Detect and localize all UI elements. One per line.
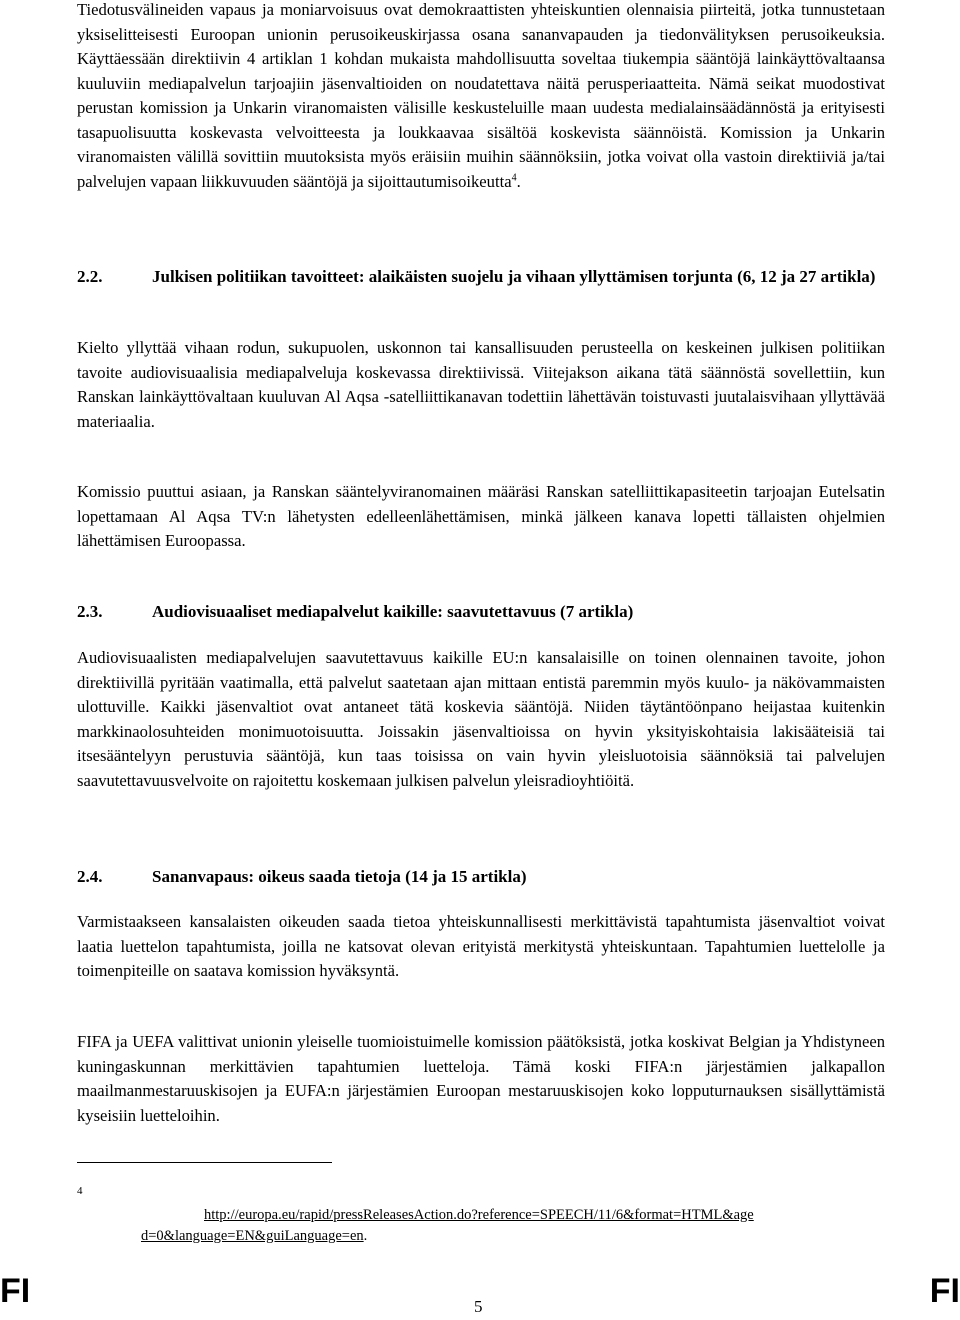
intro-text: Tiedotusvälineiden vapaus ja moniarvoisuus ovat demokraattisten yhteiskuntien olennaisia piirteitä, jotka tunnustetaan yksiselitteisesti Euroopan unionin perusoikeuskirjassa osana sananvapauden ja tiedonvälityksen perusoikeuksia. Käyttäessään direktiivin 4 artiklan 1 kohdan mukaista mahdollisuutta soveltaa tiukempia sääntöjä lainkäyttövaltaansa kuuluviin mediapalvelun tarjoajiin jäsenvaltioiden on noudatettava näitä perusperiaatteita. Nämä seikat muodostivat perustan komission ja Unkarin viranomaisten välisille keskusteluille maan uudesta medialainsäädännöstä ja erityisesti tasapuolisuutta koskevasta velvoitteesta ja loukkaavaa sisältöä koskevista säännöistä. Komission ja Unkarin viranomaisten välillä sovittiin muutoksista myös eräisiin muihin säännöksiin, jotka voivat olla vastoin direktiiviä ja/tai palvelujen vapaan liikkuvuuden sääntöjä ja sijoittautumisoikeutta bbox=[77, 0, 885, 191]
section-2-2-title: Julkisen politiikan tavoitteet: alaikäisten suojelu ja vihaan yllyttämisen torjunta (6, 12 ja 27 artikla) bbox=[152, 267, 876, 286]
footer-language-right: FI bbox=[929, 1272, 960, 1310]
intro-text-end: . bbox=[516, 171, 521, 191]
section-2-4-number: 2.4. bbox=[77, 867, 103, 886]
section-2-2-paragraph-1: Kielto yllyttää vihaan rodun, sukupuolen, uskonnon tai kansallisuuden perusteella on keskeinen julkisen politiikan tavoite audiovisuaalisia mediapalveluja koskevassa direktiivissä. Viitejakson aikana tätä säännöstä sovellettiin, kun Ranskan lainkäyttövaltaan kuuluvan Al Aqsa -satelliittikanavan todettiin lähettävän toistuvasti juutalaisvihaan yllyttävää materiaalia. bbox=[77, 338, 885, 431]
footnote-link-line-2[interactable]: d=0&language=EN&guiLanguage=en bbox=[141, 1228, 364, 1244]
section-2-3-title: Audiovisuaaliset mediapalvelut kaikille: saavutettavuus (7 artikla) bbox=[152, 602, 634, 621]
section-2-4-heading bbox=[77, 865, 885, 890]
section-2-2-number: 2.2. bbox=[77, 267, 103, 286]
intro-paragraph bbox=[77, 0, 885, 194]
section-2-4-paragraph-2: FIFA ja UEFA valittivat unionin yleiselle tuomioistuimelle komission päätöksistä, jotka koskivat Belgian ja Yhdistyneen kuningaskunnan merkittävien tapahtumien luetteloja. Tämä koski FIFA:n järjestämien jalkapallon maailmanmestaruuskisojen ja EUFA:n järjestämien Euroopan mestaruuskisojen koko lopputurnauksen sisällyttämistä kyseisiin luetteloihin. bbox=[77, 1032, 885, 1125]
footnote-separator bbox=[77, 1162, 332, 1163]
footnote-link-end: . bbox=[363, 1228, 368, 1244]
footnote-link-line-1[interactable]: http://europa.eu/rapid/pressReleasesAction.do?reference=SPEECH/11/6&format=HTML&age bbox=[204, 1207, 754, 1223]
footnote-text bbox=[141, 1205, 886, 1247]
footnote-reference[interactable]: 4 bbox=[511, 171, 517, 183]
section-2-4-paragraph-1: Varmistaakseen kansalaisten oikeuden saada tietoa yhteiskunnallisesti merkittävistä tapahtumista jäsenvaltiot voivat laatia luettelon tapahtumista, joilla ne katsovat olevan erityistä merkitystä yhteiskuntaan. Tapahtumien luettelolle ja toimenpiteille on saatava komission hyväksyntä. bbox=[77, 912, 885, 980]
section-2-4-title: Sananvapaus: oikeus saada tietoja (14 ja 15 artikla) bbox=[152, 867, 527, 886]
section-2-2-paragraph-2: Komissio puuttui asiaan, ja Ranskan sääntelyviranomainen määräsi Ranskan satelliittikapasiteetin tarjoajan Eutelsatin lopettamaan Al Aqsa TV:n lähetysten edelleenlähettämisen, minkä jälkeen kanava lopetti tällaisten ohjelmien lähettämisen Euroopassa. bbox=[77, 482, 885, 550]
section-2-3-paragraph-1: Audiovisuaalisten mediapalvelujen saavutettavuus kaikille EU:n kansalaisille on toinen olennainen tavoite, johon direktiivillä pyritään vaatimalla, että palvelut saatetaan ajan mittaan entistä paremmin myös kuulo- ja näkövammaisten ulottuville. Kaikki jäsenvaltiot ovat antaneet tätä koskevia sääntöjä. Niiden täytäntöönpano heijastaa kuitenkin markkinaolosuhteiden monimuotoisuutta. Joissakin jäsenvaltioissa on hyvin yksityiskohtaisia lakisääteisiä tai itsesääntelyyn perustuvia sääntöjä, kun taas toisissa on vain hyvin yleisluotoisia säännöksiä tai palvelujen saavutettavuusvelvoite on rajoitettu koskemaan julkisen palvelun yleisradioyhtiöitä. bbox=[77, 648, 885, 790]
section-2-2-heading bbox=[77, 265, 885, 290]
footer-language-left: FI bbox=[0, 1272, 31, 1310]
page-number: 5 bbox=[474, 1297, 483, 1316]
footnote-marker: 4 bbox=[77, 1185, 83, 1197]
section-2-3-heading bbox=[77, 600, 885, 625]
section-2-3-number: 2.3. bbox=[77, 602, 103, 621]
